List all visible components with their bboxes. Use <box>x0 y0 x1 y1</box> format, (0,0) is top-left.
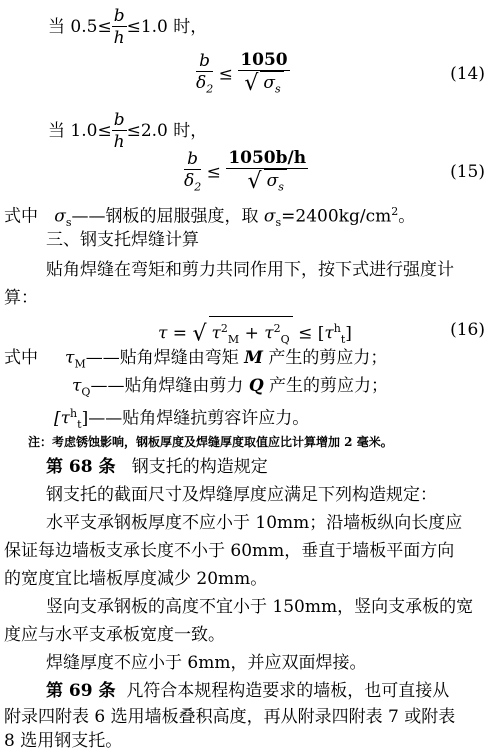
equation-15 <box>184 148 308 198</box>
paragraph-line: 钢支托的截面尺寸及焊缝厚度应满足下列构造规定： <box>46 485 437 505</box>
equation-number-16: (16) <box>450 320 485 340</box>
sigma-symbol-2: σ <box>263 206 276 227</box>
article-68-heading <box>46 455 268 479</box>
article-69 <box>46 679 449 703</box>
eq16-close: ] <box>345 323 352 344</box>
eq16-rhs-sup: h <box>333 322 341 335</box>
eq16-term1: τ <box>211 323 221 344</box>
condition-suffix: ≤2.0 时， <box>126 121 208 141</box>
var-m: M <box>244 348 263 368</box>
condition-prefix: 当 1.0≤ <box>48 121 112 141</box>
equation-number-15: (15) <box>450 162 485 182</box>
eq14-relation: ≤ <box>218 64 233 85</box>
eq14-lhs-den-sub: 2 <box>206 81 214 95</box>
eq15-rhs-num: 1050b/h <box>228 148 307 168</box>
tau-m-sub: M <box>74 357 86 371</box>
note-text: 注：考虑锈蚀影响，钢板厚度及焊缝厚度取值应比计算增加 2 毫米。 <box>28 435 393 449</box>
sigma-sub-2: s <box>275 216 282 230</box>
radical-icon: √ <box>192 321 207 347</box>
where-text: ——贴角焊缝由剪力 <box>90 376 249 396</box>
paragraph-line: 水平支承钢板厚度不应小于 10mm；沿墙板纵向长度应 <box>46 513 463 533</box>
unit-sup: 2 <box>391 205 399 218</box>
eq14-lhs-den: δ <box>196 72 207 93</box>
where-text: ——钢板的屈服强度，取 <box>71 206 264 227</box>
frac-den: h <box>113 28 125 48</box>
eq16-plus: + <box>239 323 265 344</box>
eq15-lhs-num: b <box>184 149 201 170</box>
equation-number-14: (14) <box>450 64 485 84</box>
where-text: ——贴角焊缝由弯矩 <box>85 348 245 368</box>
eq16-term2-sub: Q <box>280 333 290 347</box>
paragraph-line: 贴角焊缝在弯矩和剪力共同作用下，按下式进行强度计 <box>46 260 454 280</box>
condition-line-1 <box>48 6 207 49</box>
tau-q-sub: Q <box>81 385 91 399</box>
eq15-sigma-sub: s <box>278 180 284 194</box>
eq14-lhs-num: b <box>196 51 213 72</box>
eq16-term1-sup: 2 <box>220 322 228 335</box>
article-number: 第 69 条 <box>46 681 116 701</box>
paragraph-line: 凡符合本规程构造要求的墙板，也可直接从 <box>126 681 450 701</box>
paragraph-line: 8 选用钢支托。 <box>4 731 123 751</box>
condition-prefix: 当 0.5≤ <box>48 17 112 37</box>
tau-m-symbol: τ <box>65 348 75 368</box>
eq16-term2-sup: 2 <box>273 322 281 335</box>
where-text: ——贴角焊缝抗剪容许应力。 <box>88 408 310 429</box>
frac-num: b <box>113 110 125 130</box>
eq15-lhs-den-sub: 2 <box>194 179 202 193</box>
paragraph-line: 的宽度宜比墙板厚度减少 20mm。 <box>4 569 268 589</box>
condition-line-2 <box>48 110 207 153</box>
paragraph-line: 竖向支承钢板的高度不宜小于 150mm，竖向支承板的宽 <box>46 597 474 617</box>
var-q: Q <box>248 376 264 396</box>
fraction-b-over-h <box>112 6 127 49</box>
where-clause-tau-q <box>72 374 388 404</box>
eq16-term1-sub: M <box>227 333 240 347</box>
where-lead: 式中 <box>4 348 38 368</box>
tau-allow-sub: t <box>77 418 82 432</box>
eq16-relation: ≤ [ <box>292 323 325 344</box>
article-number: 第 68 条 <box>46 457 116 477</box>
sigma-value: =2400kg/cm <box>281 206 392 227</box>
eq16-rhs: τ <box>324 323 334 344</box>
article-heading: 钢支托的构造规定 <box>131 457 268 477</box>
tau-allow-symbol: [τ <box>54 408 71 429</box>
paragraph-line: 焊缝厚度不应小于 6mm，并应双面焊接。 <box>46 653 367 673</box>
radical-icon: √ <box>244 71 259 96</box>
eq16-term2: τ <box>264 323 274 344</box>
where-clause-tau-m <box>4 346 387 376</box>
where-text-2: 产生的剪应力； <box>262 348 388 368</box>
eq15-lhs-den: δ <box>184 170 195 191</box>
paragraph-line: 保证每边墙板支承长度不小于 60mm，垂直于墙板平面方向 <box>4 541 455 561</box>
where-end: 。 <box>398 206 416 227</box>
radical-icon: √ <box>247 169 262 194</box>
paragraph-line: 度应与水平支承板宽度一致。 <box>4 625 225 645</box>
equation-14 <box>196 50 290 100</box>
condition-suffix: ≤1.0 时， <box>126 17 208 37</box>
where-lead: 式中 <box>4 206 38 227</box>
eq14-rhs-num: 1050 <box>240 50 288 70</box>
eq16-rhs-sub: t <box>340 333 346 347</box>
tau-allow-sup: h <box>70 407 78 420</box>
tau-allow-close: ] <box>81 408 89 429</box>
eq14-sigma-sub: s <box>274 82 281 96</box>
sigma-symbol: σ <box>54 206 66 227</box>
frac-den: h <box>113 132 125 152</box>
frac-num: b <box>113 6 125 26</box>
paragraph-line: 附录四附表 6 选用墙板叠积高度，再从附录四附表 7 或附表 <box>4 707 456 727</box>
eq16-lhs: τ = <box>158 323 193 344</box>
paragraph-line: 算： <box>4 288 38 308</box>
sigma-sub: s <box>65 216 72 230</box>
eq14-sigma: σ <box>263 73 275 93</box>
tau-q-symbol: τ <box>72 376 82 396</box>
where-text-2: 产生的剪应力； <box>263 376 389 396</box>
eq15-sigma: σ <box>266 171 279 191</box>
eq15-relation: ≤ <box>206 162 221 183</box>
section-heading-3: 三、钢支托焊缝计算 <box>46 230 199 250</box>
